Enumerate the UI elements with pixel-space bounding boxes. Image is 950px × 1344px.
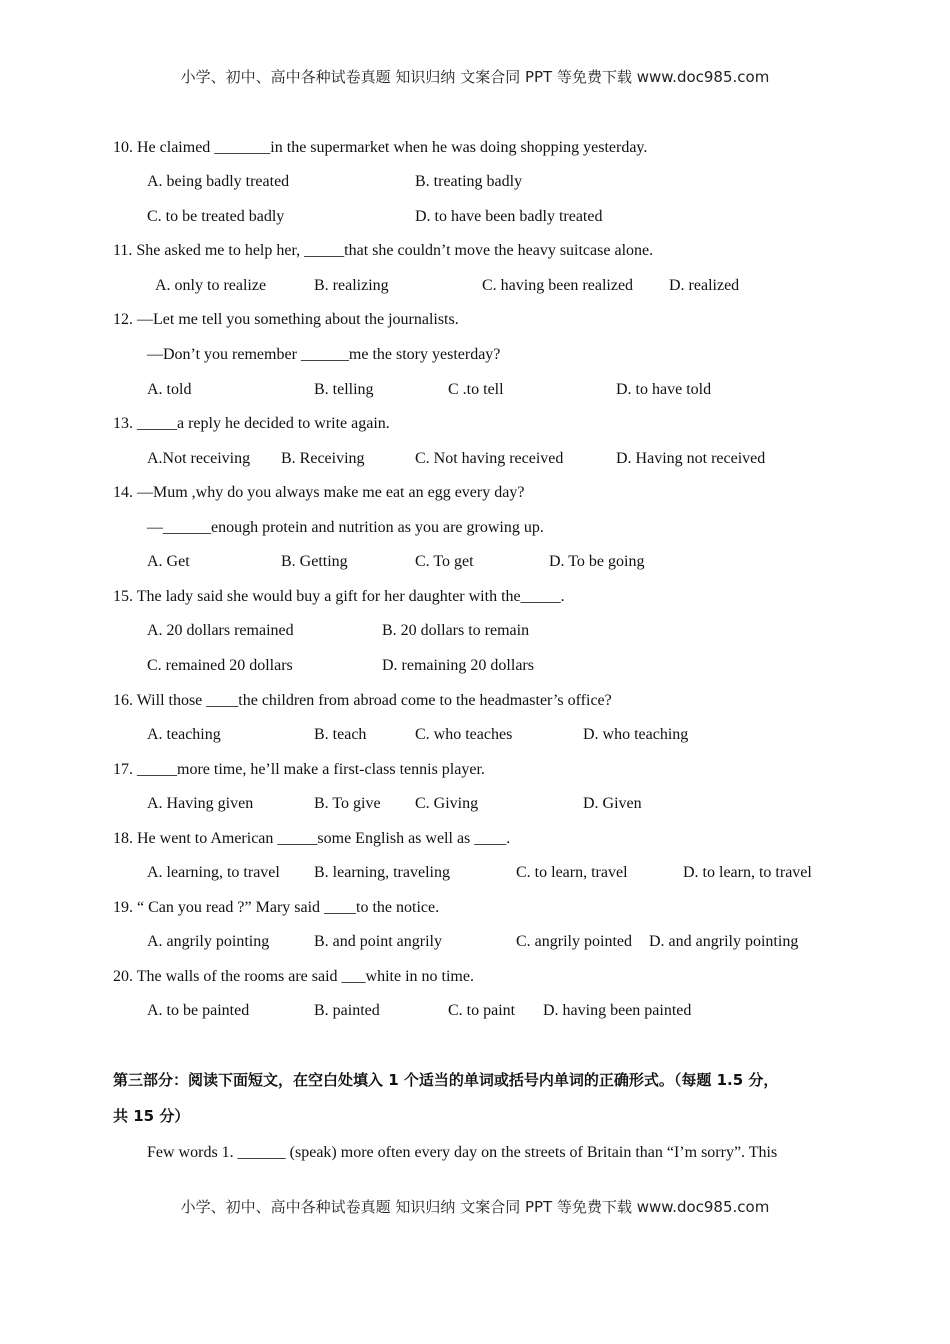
q16-option-a: A. teaching bbox=[147, 726, 221, 743]
section-3-passage-start: Few words 1. ______ (speak) more often every day on the streets of Britain than “I’m sorry”. This bbox=[147, 1144, 778, 1161]
q16-option-b: B. teach bbox=[314, 726, 367, 743]
section-3-title-line-2: 共 15 分） bbox=[113, 1107, 190, 1125]
q13-option-c: C. Not having received bbox=[415, 450, 564, 467]
q20-option-d: D. having been painted bbox=[543, 1002, 692, 1019]
q15-option-a: A. 20 dollars remained bbox=[147, 622, 294, 639]
q20-option-a: A. to be painted bbox=[147, 1002, 250, 1019]
q10-option-c: C. to be treated badly bbox=[147, 208, 285, 225]
page-header: 小学、初中、高中各种试卷真题 知识归纳 文案合同 PPT 等免费下载 www.doc985.com bbox=[180, 68, 770, 86]
question-19-stem: 19. “ Can you read ?” Mary said ____to the notice. bbox=[113, 899, 440, 916]
question-11-stem: 11. She asked me to help her, _____that she couldn’t move the heavy suitcase alone. bbox=[113, 242, 654, 259]
q18-option-d: D. to learn, to travel bbox=[683, 864, 812, 881]
q19-option-b: B. and point angrily bbox=[314, 933, 442, 950]
q14-option-b: B. Getting bbox=[281, 553, 348, 570]
q15-option-c: C. remained 20 dollars bbox=[147, 657, 293, 674]
q12-option-c: C .to tell bbox=[448, 381, 504, 398]
q19-option-d: D. and angrily pointing bbox=[649, 933, 799, 950]
q14-option-d: D. To be going bbox=[549, 553, 645, 570]
q20-option-c: C. to paint bbox=[448, 1002, 516, 1019]
section-3-title-line-1: 第三部分：阅读下面短文，在空白处填入 1 个适当的单词或括号内单词的正确形式。（每题 1.5 分， bbox=[113, 1071, 779, 1089]
q17-option-b: B. To give bbox=[314, 795, 381, 812]
q13-option-a: A.Not receiving bbox=[147, 450, 251, 467]
q14-option-c: C. To get bbox=[415, 553, 474, 570]
question-18-stem: 18. He went to American _____some English as well as ____. bbox=[113, 830, 511, 847]
q17-option-a: A. Having given bbox=[147, 795, 254, 812]
q11-option-c: C. having been realized bbox=[482, 277, 634, 294]
question-20-stem: 20. The walls of the rooms are said ___white in no time. bbox=[113, 968, 474, 985]
question-17-stem: 17. _____more time, he’ll make a first-class tennis player. bbox=[113, 761, 485, 778]
question-14-stem-reply: —______enough protein and nutrition as you are growing up. bbox=[147, 519, 544, 536]
page-footer: 小学、初中、高中各种试卷真题 知识归纳 文案合同 PPT 等免费下载 www.doc985.com bbox=[180, 1198, 770, 1216]
q15-option-b: B. 20 dollars to remain bbox=[382, 622, 530, 639]
q10-option-d: D. to have been badly treated bbox=[415, 208, 603, 225]
q10-option-a: A. being badly treated bbox=[147, 173, 290, 190]
q16-option-d: D. who teaching bbox=[583, 726, 689, 743]
q20-option-b: B. painted bbox=[314, 1002, 380, 1019]
question-15-stem: 15. The lady said she would buy a gift for her daughter with the_____. bbox=[113, 588, 565, 605]
q12-option-b: B. telling bbox=[314, 381, 374, 398]
q18-option-a: A. learning, to travel bbox=[147, 864, 280, 881]
q19-option-c: C. angrily pointed bbox=[516, 933, 632, 950]
q11-option-a: A. only to realize bbox=[155, 277, 267, 294]
q11-option-d: D. realized bbox=[669, 277, 740, 294]
question-13-stem: 13. _____a reply he decided to write again. bbox=[113, 415, 390, 432]
q11-option-b: B. realizing bbox=[314, 277, 389, 294]
section-3-heading bbox=[113, 1062, 853, 1134]
question-16-stem: 16. Will those ____the children from abroad come to the headmaster’s office? bbox=[113, 692, 612, 709]
q12-option-a: A. told bbox=[147, 381, 192, 398]
question-12-stem-reply: —Don’t you remember ______me the story yesterday? bbox=[147, 346, 501, 363]
q13-option-d: D. Having not received bbox=[616, 450, 766, 467]
q17-option-c: C. Giving bbox=[415, 795, 479, 812]
q12-option-d: D. to have told bbox=[616, 381, 712, 398]
q13-option-b: B. Receiving bbox=[281, 450, 365, 467]
q10-option-b: B. treating badly bbox=[415, 173, 523, 190]
q19-option-a: A. angrily pointing bbox=[147, 933, 270, 950]
q18-option-b: B. learning, traveling bbox=[314, 864, 450, 881]
question-10-stem: 10. He claimed _______in the supermarket when he was doing shopping yesterday. bbox=[113, 139, 648, 156]
q14-option-a: A. Get bbox=[147, 553, 190, 570]
question-14-stem: 14. —Mum ,why do you always make me eat an egg every day? bbox=[113, 484, 525, 501]
question-12-stem: 12. —Let me tell you something about the journalists. bbox=[113, 311, 459, 328]
q15-option-d: D. remaining 20 dollars bbox=[382, 657, 534, 674]
q16-option-c: C. who teaches bbox=[415, 726, 513, 743]
q17-option-d: D. Given bbox=[583, 795, 642, 812]
q18-option-c: C. to learn, travel bbox=[516, 864, 628, 881]
